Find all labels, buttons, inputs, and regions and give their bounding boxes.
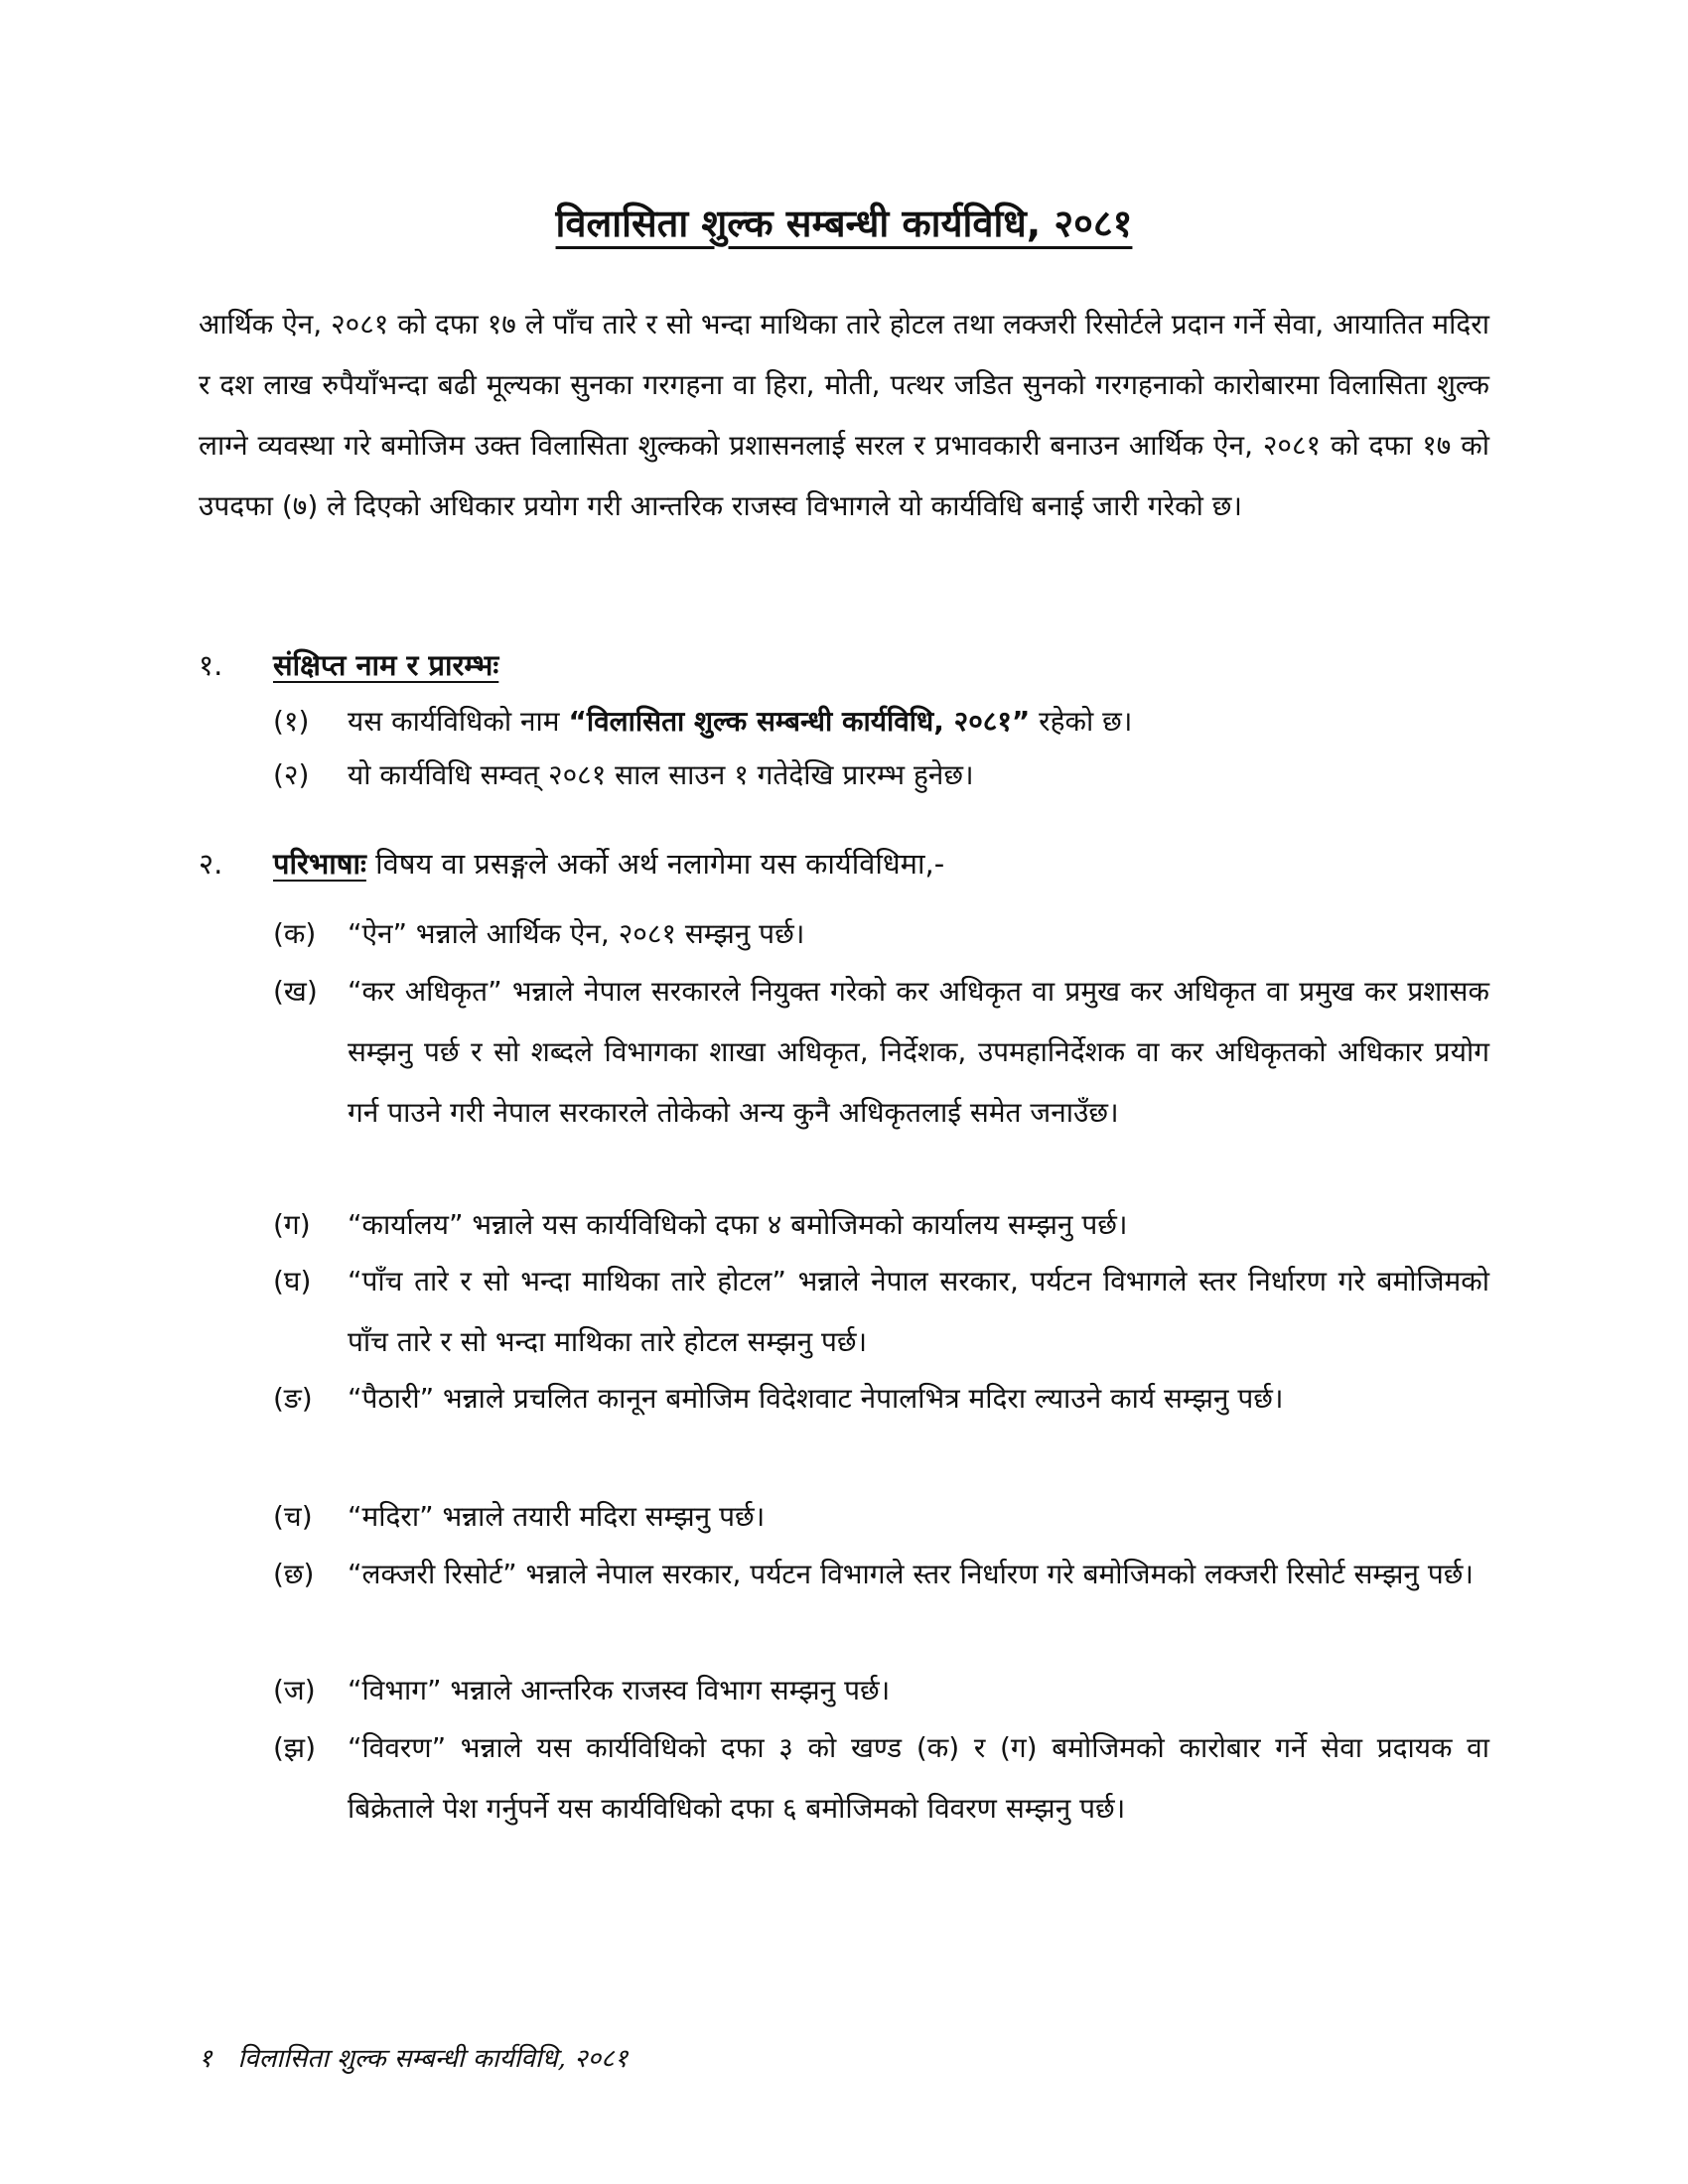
item-label: (ख): [273, 975, 318, 1008]
item-label: (१): [273, 705, 310, 738]
definition-ga: [273, 1194, 1489, 1255]
item-text: “पैठारी” भन्नाले प्रचलित कानून बमोजिम विदेशवाट नेपालभित्र मदिरा ल्याउने कार्य सम्झनु पर्छ।: [348, 1382, 1284, 1415]
item-text: “कर अधिकृत” भन्नाले नेपाल सरकारले नियुक्त गरेको कर अधिकृत वा प्रमुख कर अधिकृत वा प्रमुख कर प्रशासक सम्झनु पर्छ र सो शब्दले विभागका शाखा अधिकृत, निर्देशक, उपमहानिर्देशक वा कर अधिकृतको अधिकार प्रयोग गर्न पाउने गरी नेपाल सरकारले तोकेको अन्य कुनै अधिकृतलाई समेत जनाउँछ।: [348, 975, 1489, 1129]
section-1-item-1: [273, 691, 1489, 751]
definition-jha: [273, 1717, 1489, 1839]
definition-ja: [273, 1660, 1489, 1720]
item-text: “लक्जरी रिसोर्ट” भन्नाले नेपाल सरकार, पर्यटन विभागले स्तर निर्धारण गरे बमोजिमको लक्जरी रिसोर्ट सम्झनु पर्छ।: [348, 1558, 1474, 1590]
item-text: “विभाग” भन्नाले आन्तरिक राजस्व विभाग सम्झनु पर्छ।: [348, 1674, 891, 1706]
item-text: यो कार्यविधि सम्वत् २०८१ साल साउन १ गतेदेखि प्रारम्भ हुनेछ।: [348, 758, 974, 791]
item-label: (घ): [273, 1265, 312, 1297]
item-label: (क): [273, 917, 317, 950]
item-text-post: रहेको छ।: [1030, 705, 1133, 738]
item-label: (२): [273, 758, 310, 791]
item-text: “मदिरा” भन्नाले तयारी मदिरा सम्झनु पर्छ।: [348, 1500, 766, 1533]
definition-gha: [273, 1251, 1489, 1372]
footer-title: विलासिता शुल्क सम्बन्धी कार्यविधि, २०८१: [237, 2044, 629, 2074]
item-label: (ज): [273, 1674, 316, 1706]
intro-paragraph: आर्थिक ऐन, २०८१ को दफा १७ ले पाँच तारे र सो भन्दा माथिका तारे होटल तथा लक्जरी रिसोर्टले प्रदान गर्ने सेवा, आयातित मदिरा र दश लाख रुपैयाँभन्दा बढी मूल्यका सुनका गरगहना वा हिरा, मोती, पत्थर जडित सुनको गरगहनाको कारोबारमा विलासिता शुल्क लाग्ने व्यवस्था गरे बमोजिम उक्त विलासिता शुल्कको प्रशासनलाई सरल र प्रभावकारी बनाउन आर्थिक ऐन, २०८१ को दफा १७ को उपदफा (७) ले दिएको अधिकार प्रयोग गरी आन्तरिक राजस्व विभागले यो कार्यविधि बनाई जारी गरेको छ।: [199, 308, 1489, 522]
item-text: “पाँच तारे र सो भन्दा माथिका तारे होटल” भन्नाले नेपाल सरकार, पर्यटन विभागले स्तर निर्धारण गरे बमोजिमको पाँच तारे र सो भन्दा माथिका तारे होटल सम्झनु पर्छ।: [348, 1265, 1489, 1358]
item-label: (छ): [273, 1558, 315, 1590]
definition-chha: [273, 1544, 1489, 1604]
section-2-title: परिभाषाः: [273, 847, 366, 881]
section-2-number: २.: [199, 847, 223, 881]
section-2-lead: विषय वा प्रसङ्गले अर्को अर्थ नलागेमा यस कार्यविधिमा,-: [365, 847, 945, 881]
item-text: “ऐन” भन्नाले आर्थिक ऐन, २०८१ सम्झनु पर्छ।: [348, 917, 805, 950]
definition-nga: [273, 1368, 1489, 1429]
page-number: १: [199, 2044, 212, 2074]
item-text: “कार्यालय” भन्नाले यस कार्यविधिको दफा ४ बमोजिमको कार्यालय सम्झनु पर्छ।: [348, 1208, 1128, 1241]
definition-ka: [273, 903, 1489, 964]
item-label: (झ): [273, 1731, 317, 1764]
procedure-name-bold: “विलासिता शुल्क सम्बन्धी कार्यविधि, २०८१”: [568, 705, 1031, 738]
item-label: (ग): [273, 1208, 311, 1241]
item-label: (च): [273, 1500, 313, 1533]
section-1-number: १.: [199, 648, 223, 682]
item-text: “विवरण” भन्नाले यस कार्यविधिको दफा ३ को खण्ड (क) र (ग) बमोजिमको कारोबार गर्ने सेवा प्रदायक वा बिक्रेताले पेश गर्नुपर्ने यस कार्यविधिको दफा ६ बमोजिमको विवरण सम्झनु पर्छ।: [348, 1731, 1489, 1825]
section-1-title: संक्षिप्त नाम र प्रारम्भः: [273, 648, 499, 682]
item-label: (ङ): [273, 1382, 313, 1415]
item-text-pre: यस कार्यविधिको नाम: [348, 705, 569, 738]
page-footer: [199, 2039, 653, 2075]
section-1-item-2: [273, 745, 1489, 805]
definition-cha: [273, 1486, 1489, 1547]
definition-kha: [273, 961, 1489, 1143]
document-title: विलासिता शुल्क सम्बन्धी कार्यविधि, २०८१: [555, 202, 1133, 245]
